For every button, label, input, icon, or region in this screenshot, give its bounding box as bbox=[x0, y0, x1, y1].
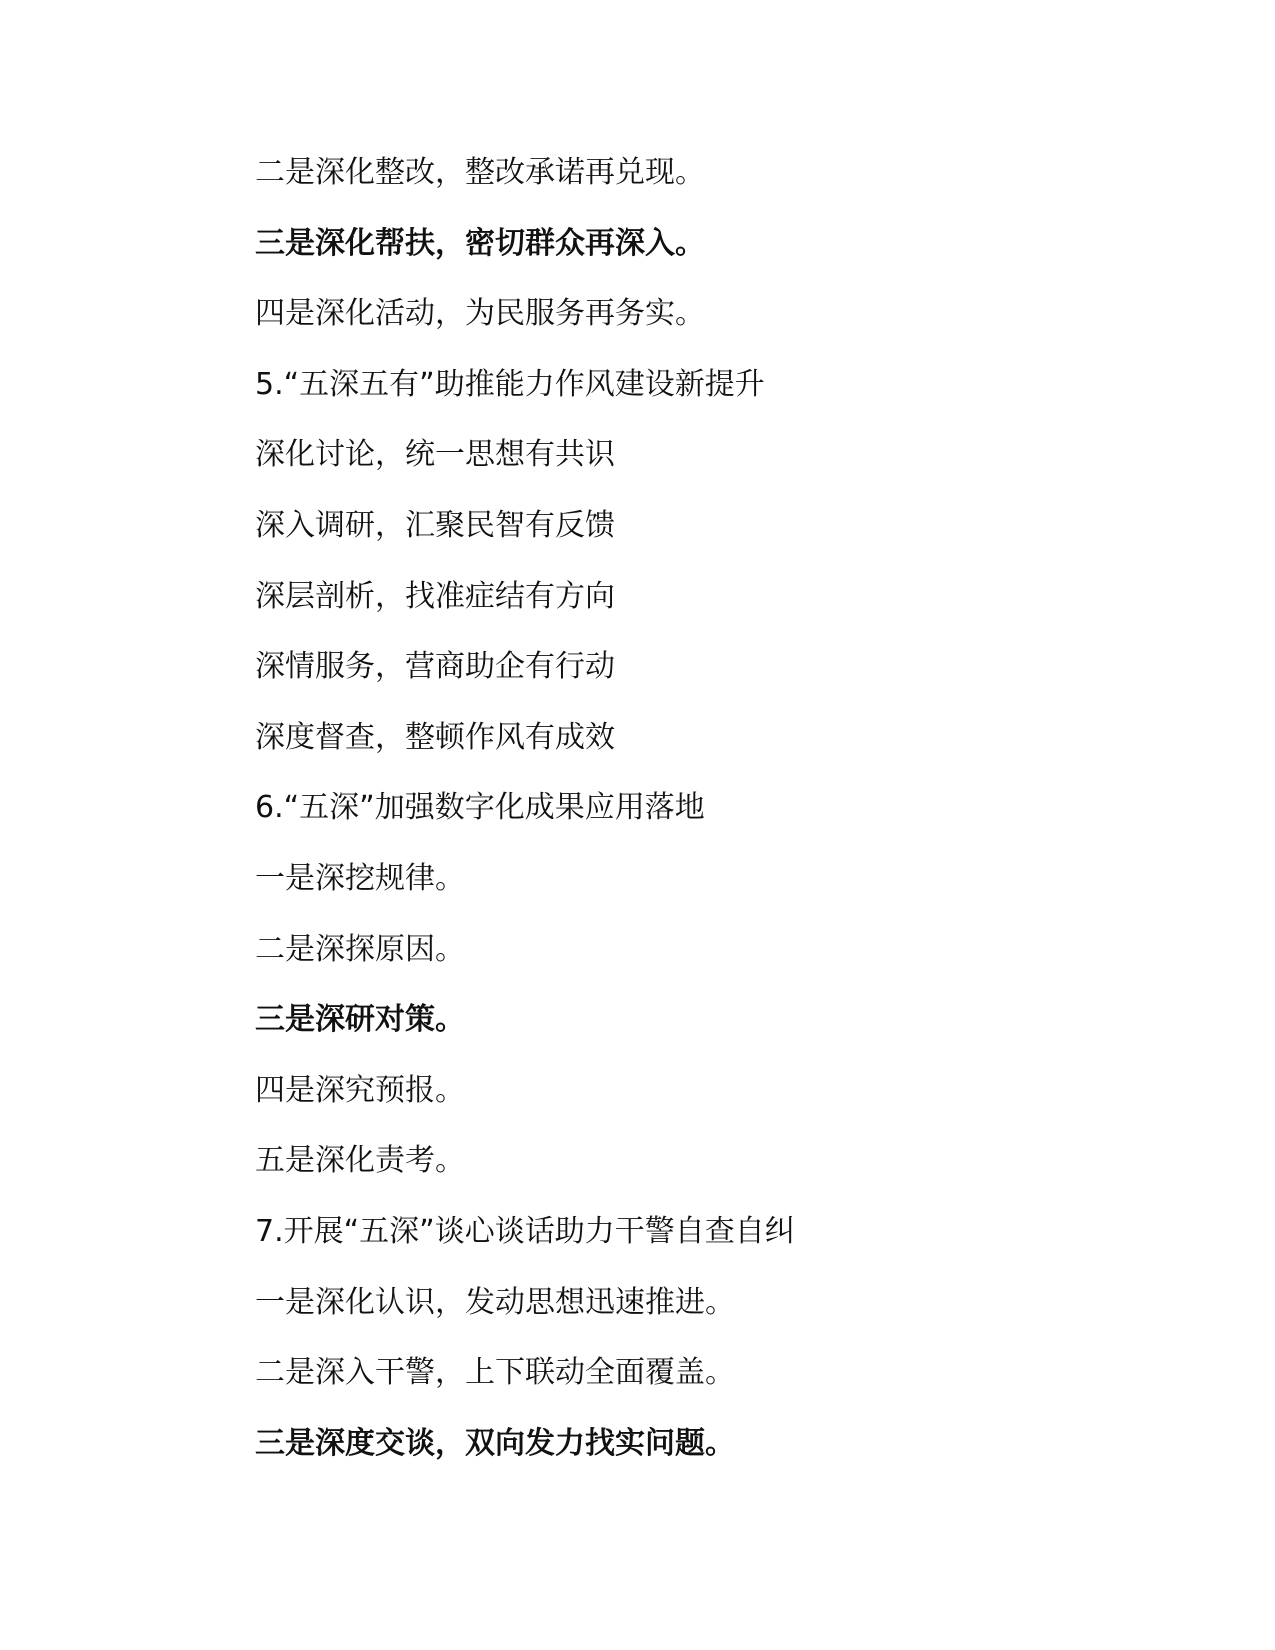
text-line: 一是深化认识，发动思想迅速推进。 bbox=[255, 1284, 735, 1320]
text-line: 三是深度交谈，双向发力找实问题。 bbox=[255, 1425, 735, 1461]
text-line: 二是深化整改，整改承诺再兑现。 bbox=[255, 155, 705, 190]
text-line: 一是深挖规律。 bbox=[255, 860, 465, 896]
section-heading: 7.开展“五深”谈心谈话助力干警自查自纠 bbox=[255, 1213, 795, 1249]
text-line: 五是深化责考。 bbox=[255, 1143, 465, 1179]
text-line: 深度督查，整顿作风有成效 bbox=[255, 719, 615, 755]
document-body bbox=[255, 155, 1055, 1496]
text-line: 深化讨论，统一思想有共识 bbox=[255, 437, 615, 473]
text-line: 二是深入干警，上下联动全面覆盖。 bbox=[255, 1355, 735, 1391]
text-line: 三是深研对策。 bbox=[255, 1002, 465, 1038]
section-heading: 5.“五深五有”助推能力作风建设新提升 bbox=[255, 366, 765, 402]
text-line: 二是深探原因。 bbox=[255, 931, 465, 967]
text-line: 深层剖析，找准症结有方向 bbox=[255, 578, 615, 614]
text-line: 三是深化帮扶，密切群众再深入。 bbox=[255, 225, 705, 261]
text-line: 四是深化活动，为民服务再务实。 bbox=[255, 296, 705, 332]
text-line: 深入调研，汇聚民智有反馈 bbox=[255, 507, 615, 543]
section-heading: 6.“五深”加强数字化成果应用落地 bbox=[255, 790, 705, 826]
text-line: 四是深究预报。 bbox=[255, 1072, 465, 1108]
text-line: 深情服务，营商助企有行动 bbox=[255, 649, 615, 685]
